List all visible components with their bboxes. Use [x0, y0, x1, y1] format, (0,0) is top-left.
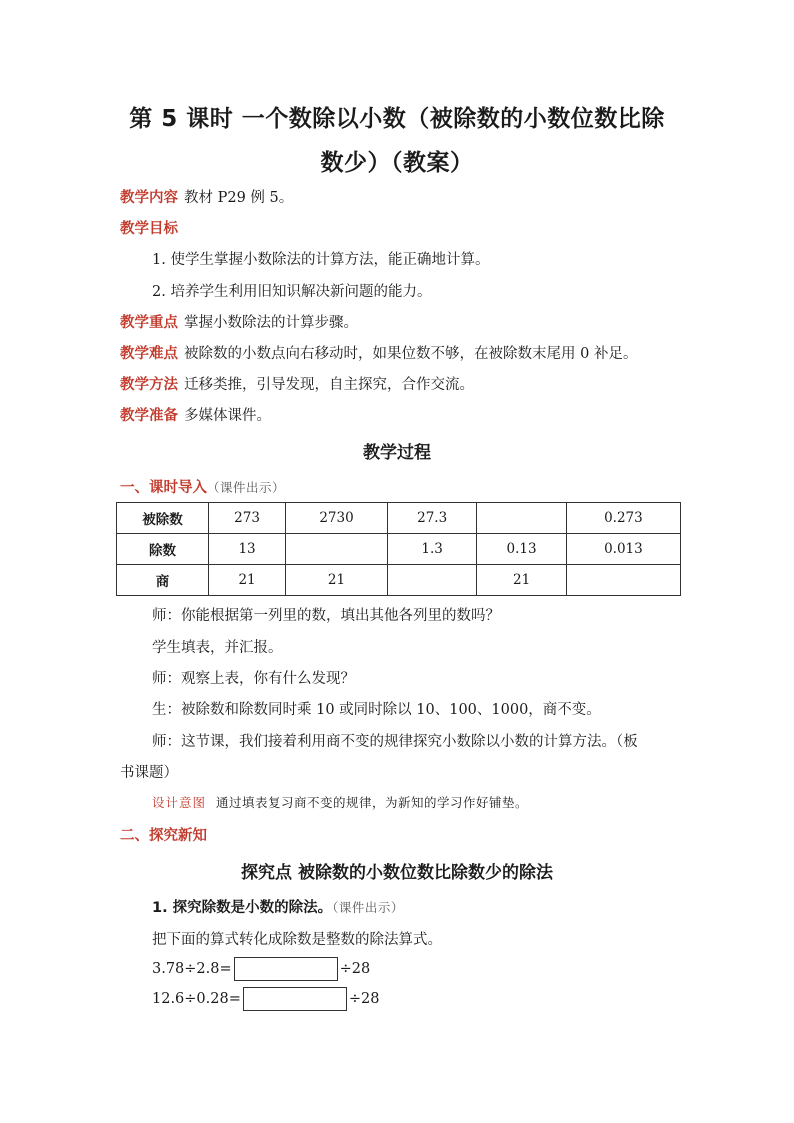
difficulty-text: 被除数的小数点向右移动时，如果位数不够，在被除数末尾用 0 补足。 [184, 346, 638, 362]
page-title-line-2: 数少）（教案） [320, 150, 474, 176]
difficulty [120, 342, 637, 363]
design-intent-label: 设计意图 [152, 795, 207, 810]
step1-title: 1. 探究除数是小数的除法。（课件出示） [152, 900, 404, 916]
design-intent-text: 通过填表复习商不变的规律，为新知的学习作好铺垫。 [216, 795, 529, 810]
dialogue-line-4: 生：被除数和除数同时乘 10 或同时除以 10、100、1000，商不变。 [152, 702, 601, 718]
objective-item-2: 2. 培养学生利用旧知识解决新问题的能力。 [152, 284, 432, 300]
equation-1-right: ÷28 [339, 961, 371, 977]
table-cell: 0.13 [477, 534, 566, 565]
row-header: 商 [117, 565, 209, 596]
method-label: 教学方法 [120, 377, 178, 393]
table-cell: 2730 [286, 503, 388, 534]
table-cell [566, 565, 680, 596]
method [120, 373, 474, 394]
dialogue-line-1: 师：你能根据第一列里的数，填出其他各列里的数吗？ [152, 608, 500, 624]
table-cell: 0.273 [566, 503, 680, 534]
dialogue-line-2: 学生填表，并汇报。 [152, 640, 283, 656]
table-cell: 13 [209, 534, 286, 565]
quotient-table [116, 502, 681, 596]
equation-2 [152, 987, 379, 1011]
key-point-text: 掌握小数除法的计算步骤。 [184, 315, 358, 331]
table-row [117, 565, 681, 596]
instruction-text: 把下面的算式转化成除数是整数的除法算式。 [152, 932, 442, 948]
key-point-label: 教学重点 [120, 315, 178, 331]
teaching-content-label: 教学内容 [120, 190, 178, 206]
table-cell: 27.3 [387, 503, 476, 534]
difficulty-label: 教学难点 [120, 346, 178, 362]
preparation-text: 多媒体课件。 [184, 408, 271, 424]
preparation-label: 教学准备 [120, 408, 178, 424]
table-cell: 0.013 [566, 534, 680, 565]
section2-heading: 二、探究新知 [120, 828, 207, 844]
section1-note: （课件出示） [207, 480, 286, 495]
table-row [117, 503, 681, 534]
step1-note: （课件出示） [332, 900, 404, 915]
table-cell: 21 [286, 565, 388, 596]
table-cell: 273 [209, 503, 286, 534]
answer-box-1[interactable] [234, 957, 338, 981]
equation-2-left: 12.6÷0.28= [152, 991, 241, 1007]
explore-heading: 探究点 被除数的小数位数比除数少的除法 [241, 863, 553, 883]
dialogue-line-6: 书课题） [120, 765, 178, 781]
objectives-label: 教学目标 [120, 221, 178, 237]
table-cell [477, 503, 566, 534]
table-cell [286, 534, 388, 565]
key-point [120, 311, 358, 332]
answer-box-2[interactable] [243, 987, 347, 1011]
preparation [120, 404, 271, 425]
page-title-line-1: 第 5 课时 一个数除以小数（被除数的小数位数比除 [129, 106, 665, 132]
section1-heading: 一、课时导入（课件出示） [120, 480, 286, 496]
table-cell: 21 [477, 565, 566, 596]
process-heading: 教学过程 [363, 443, 431, 463]
table-cell [387, 565, 476, 596]
teaching-content [120, 186, 293, 207]
dialogue-line-5: 师：这节课，我们接着利用商不变的规律探究小数除以小数的计算方法。（板 [152, 734, 638, 750]
row-header: 除数 [117, 534, 209, 565]
equation-1 [152, 957, 370, 981]
design-intent [152, 793, 528, 811]
teaching-content-text: 教材 P29 例 5。 [184, 190, 294, 206]
method-text: 迁移类推，引导发现，自主探究，合作交流。 [184, 377, 474, 393]
row-header: 被除数 [117, 503, 209, 534]
equation-2-right: ÷28 [348, 991, 380, 1007]
table-row [117, 534, 681, 565]
table-cell: 21 [209, 565, 286, 596]
dialogue-line-3: 师：观察上表，你有什么发现？ [152, 671, 355, 687]
table-cell: 1.3 [387, 534, 476, 565]
objective-item-1: 1. 使学生掌握小数除法的计算方法，能正确地计算。 [152, 252, 490, 268]
equation-1-left: 3.78÷2.8= [152, 961, 232, 977]
